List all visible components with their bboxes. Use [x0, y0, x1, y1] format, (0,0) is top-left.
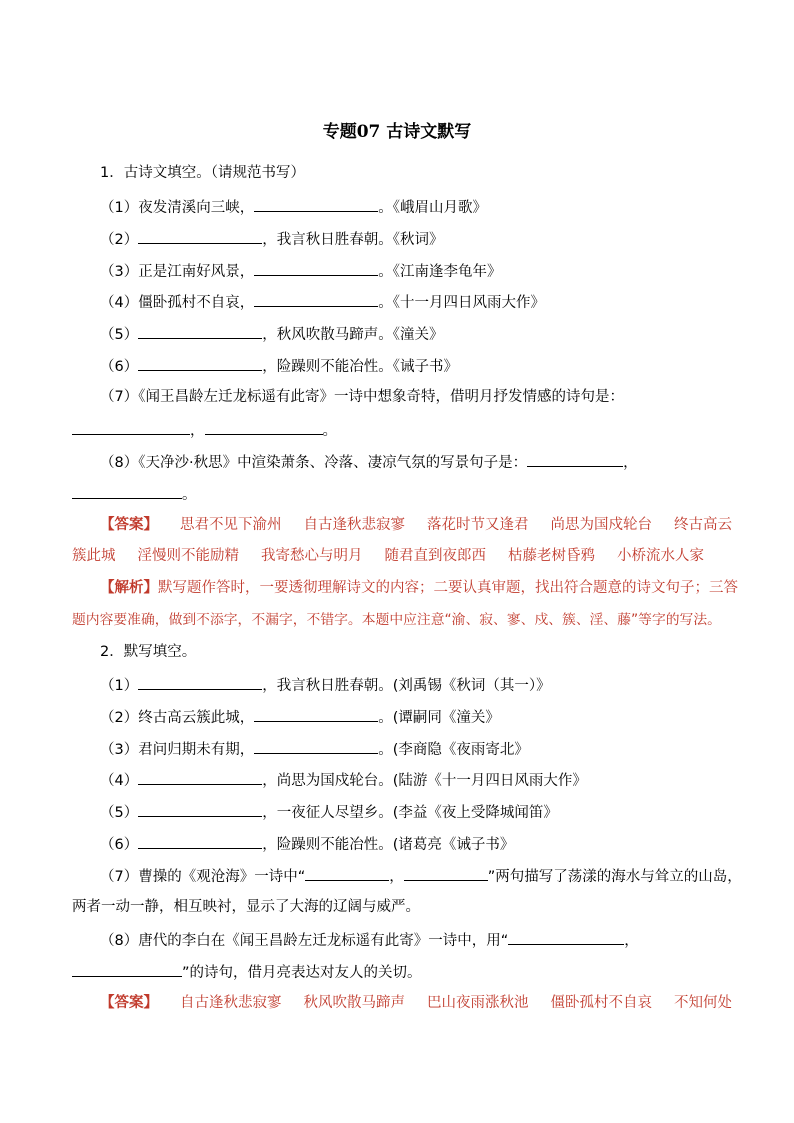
- item-after: ，尚思为国戍轮台。(陆游《十一月四日风雨大作》: [262, 773, 587, 789]
- q1-analysis-line-1: [100, 578, 738, 598]
- item-after: 。《峨眉山月歌》: [378, 200, 487, 216]
- separator: ，: [190, 423, 205, 439]
- item-text: （8）《天净沙·秋思》中渲染萧条、冷落、凄凉气氛的写景句子是：: [100, 455, 528, 471]
- answer-blank[interactable]: [404, 865, 488, 881]
- q1-item-8-blank: [72, 483, 197, 505]
- item-num: （1）: [100, 678, 139, 694]
- q2-item-8: [100, 929, 639, 951]
- answer-item: 巴山夜雨涨秋池: [427, 995, 529, 1011]
- item-after: ，一夜征人尽望乡。(李益《夜上受降城闻笛》: [262, 805, 558, 821]
- item-num: （2）: [100, 232, 139, 248]
- separator: ，: [389, 869, 404, 885]
- answer-blank[interactable]: [138, 833, 262, 849]
- answer-blank[interactable]: [138, 355, 262, 371]
- answer-blank[interactable]: [138, 769, 262, 785]
- answer-blank[interactable]: [527, 451, 623, 467]
- answer-item: 随君直到夜郎西: [384, 548, 486, 564]
- item-num: （4）: [100, 295, 139, 311]
- item-num: （6）: [100, 359, 139, 375]
- answer-blank[interactable]: [254, 291, 378, 307]
- page-title: 专题07 古诗文默写: [322, 122, 472, 142]
- q1-item-6: [100, 355, 458, 377]
- answer-blank[interactable]: [138, 323, 262, 339]
- answer-item: 思君不见下渝州: [180, 517, 282, 533]
- answer-blank[interactable]: [508, 929, 624, 945]
- answer-blank[interactable]: [138, 228, 262, 244]
- answer-item: 我寄愁心与明月: [261, 548, 363, 564]
- item-after: ，险躁则不能冶性。(诸葛亮《诫子书》: [262, 837, 515, 853]
- q2-item-7-line-2: 两者一动一静，相互映衬，显示了大海的辽阔与威严。: [72, 899, 420, 915]
- q1-answer-line-1: [100, 515, 732, 535]
- item-after: 。(李商隐《夜雨寄北》: [378, 742, 529, 758]
- q1-item-1: [100, 196, 487, 218]
- answer-item: 淫慢则不能励精: [137, 548, 239, 564]
- answer-item: 秋风吹散马蹄声: [303, 995, 405, 1011]
- answer-blank[interactable]: [305, 865, 389, 881]
- item-text: （7）曹操的《观沧海》一诗中“: [100, 869, 306, 885]
- item-before: 终古高云簇此城，: [138, 710, 255, 726]
- answer-item: 僵卧孤村不自哀: [550, 995, 652, 1011]
- answer-item: 落花时节又逢君: [427, 517, 529, 533]
- answer-blank[interactable]: [205, 419, 323, 435]
- answer-blank[interactable]: [72, 419, 190, 435]
- item-text: （8）唐代的李白在《闻王昌龄左迁龙标遥有此寄》一诗中，用“: [100, 933, 509, 949]
- item-after: ，险躁则不能冶性。《诫子书》: [262, 359, 458, 375]
- item-num: （6）: [100, 837, 139, 853]
- answer-item: 枯藤老树昏鸦: [508, 548, 595, 564]
- q2-item-2: [100, 706, 500, 728]
- q1-analysis-line-2: 题内容要准确，做到不添字，不漏字，不错字。本题中应注意“渝、寂、寥、戍、簇、淫、藤”等字的写法。: [72, 612, 721, 628]
- item-after: ，我言秋日胜春朝。《秋词》: [262, 232, 444, 248]
- answer-blank[interactable]: [72, 483, 182, 499]
- item-num: （4）: [100, 773, 139, 789]
- q1-heading: 1．古诗文填空。（请规范书写）: [100, 165, 305, 181]
- answer-item: 簇此城: [72, 548, 116, 564]
- item-num: （3）: [100, 264, 139, 280]
- item-after: ，我言秋日胜春朝。(刘禹锡《秋词（其一）》: [262, 678, 551, 694]
- q1-item-2: [100, 228, 443, 250]
- line-end: 。: [182, 487, 197, 503]
- answer-label: 【答案】: [100, 995, 158, 1011]
- q1-item-3: [100, 260, 501, 282]
- item-after: ，秋风吹散马蹄声。《潼关》: [262, 327, 444, 343]
- separator: ，: [623, 455, 638, 471]
- q2-item-4: [100, 769, 587, 791]
- q2-item-6: [100, 833, 514, 855]
- item-text-end: ”两句描写了荡漾的海水与耸立的山岛，: [487, 869, 742, 885]
- item-num: （2）: [100, 710, 139, 726]
- answer-blank[interactable]: [254, 738, 378, 754]
- answer-item: 尚思为国戍轮台: [550, 517, 652, 533]
- line-end: 。: [322, 423, 337, 439]
- answer-item: 终古高云: [674, 517, 732, 533]
- item-before: 僵卧孤村不自哀，: [138, 295, 255, 311]
- item-num: （5）: [100, 327, 139, 343]
- q1-item-7: （7）《闻王昌龄左迁龙标遥有此寄》一诗中想象奇特，借明月抒发情感的诗句是：: [100, 389, 624, 405]
- answer-blank[interactable]: [72, 961, 182, 977]
- answer-item: 自古逢秋悲寂寥: [180, 995, 282, 1011]
- item-after: 。(谭嗣同《潼关》: [378, 710, 500, 726]
- item-before: 夜发清溪向三峡，: [138, 200, 255, 216]
- q2-heading: 2．默写填空。: [100, 644, 197, 660]
- item-num: （5）: [100, 805, 139, 821]
- q2-item-1: [100, 674, 551, 696]
- q2-item-3: [100, 738, 529, 760]
- item-text-end: ”的诗句，借月亮表达对友人的关切。: [182, 965, 422, 981]
- q1-item-8: [100, 451, 638, 473]
- answer-item: 自古逢秋悲寂寥: [303, 517, 405, 533]
- answer-blank[interactable]: [138, 801, 262, 817]
- answer-blank[interactable]: [254, 196, 378, 212]
- q1-item-7-blanks: [72, 419, 337, 441]
- q2-answer-line: [100, 993, 732, 1013]
- analysis-label: 【解析】: [100, 580, 158, 596]
- separator: ，: [624, 933, 639, 949]
- answer-blank[interactable]: [138, 674, 262, 690]
- answer-label: 【答案】: [100, 517, 158, 533]
- analysis-text: 默写题作答时，一要透彻理解诗文的内容；二要认真审题，找出符合题意的诗文句子；三答: [158, 580, 738, 596]
- q2-item-5: [100, 801, 558, 823]
- q1-item-4: [100, 291, 545, 313]
- item-num: （1）: [100, 200, 139, 216]
- answer-blank[interactable]: [254, 706, 378, 722]
- item-before: 君问归期未有期，: [138, 742, 255, 758]
- item-before: 正是江南好风景，: [138, 264, 255, 280]
- item-after: 。《十一月四日风雨大作》: [378, 295, 545, 311]
- item-num: （3）: [100, 742, 139, 758]
- answer-item: 小桥流水人家: [617, 548, 704, 564]
- answer-blank[interactable]: [254, 260, 378, 276]
- item-after: 。《江南逢李龟年》: [378, 264, 502, 280]
- q2-item-7: [100, 865, 742, 887]
- q2-item-8-line-2: [72, 961, 422, 983]
- answer-item: 不知何处: [674, 995, 732, 1011]
- q1-answer-line-2: [72, 546, 704, 566]
- q1-item-5: [100, 323, 443, 345]
